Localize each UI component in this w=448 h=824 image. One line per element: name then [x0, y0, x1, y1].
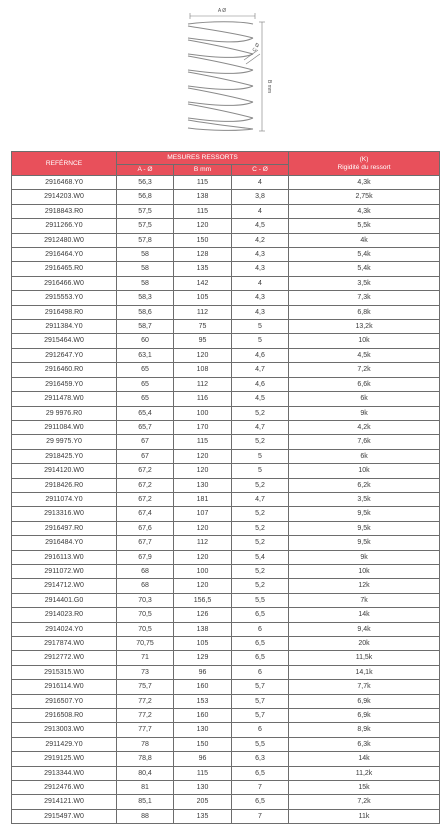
cell-b-length: 120 [174, 521, 232, 535]
cell-stiffness: 14k [289, 608, 440, 622]
table-row [12, 334, 440, 348]
table-row [12, 233, 440, 247]
cell-a-diameter: 67,7 [117, 536, 174, 550]
cell-stiffness: 3,5k [289, 276, 440, 290]
table-row [12, 406, 440, 420]
table-row [12, 464, 440, 478]
cell-c-wire: 6,3 [232, 752, 289, 766]
cell-c-wire: 4,5 [232, 392, 289, 406]
header-col-b: B mm [174, 165, 232, 176]
cell-reference: 2915464.W0 [12, 334, 117, 348]
cell-b-length: 105 [174, 637, 232, 651]
cell-b-length: 115 [174, 766, 232, 780]
cell-stiffness: 13,2k [289, 320, 440, 334]
cell-stiffness: 15k [289, 781, 440, 795]
cell-reference: 2916113.W0 [12, 550, 117, 564]
cell-b-length: 112 [174, 377, 232, 391]
spring-diagram [0, 0, 448, 148]
cell-stiffness: 9,5k [289, 536, 440, 550]
table-row [12, 262, 440, 276]
cell-reference: 2913316.W0 [12, 507, 117, 521]
cell-stiffness: 6,8k [289, 305, 440, 319]
cell-stiffness: 7,3k [289, 291, 440, 305]
cell-stiffness: 11k [289, 809, 440, 823]
cell-b-length: 160 [174, 680, 232, 694]
table-row [12, 248, 440, 262]
cell-reference: 2915497.W0 [12, 809, 117, 823]
cell-reference: 2911084.W0 [12, 420, 117, 434]
cell-b-length: 108 [174, 363, 232, 377]
cell-b-length: 205 [174, 795, 232, 809]
cell-a-diameter: 67,2 [117, 492, 174, 506]
cell-a-diameter: 65,4 [117, 406, 174, 420]
cell-b-length: 120 [174, 579, 232, 593]
cell-a-diameter: 65 [117, 363, 174, 377]
cell-b-length: 170 [174, 420, 232, 434]
cell-reference: 2913344.W0 [12, 766, 117, 780]
table-row [12, 723, 440, 737]
cell-stiffness: 10k [289, 564, 440, 578]
cell-c-wire: 5,7 [232, 709, 289, 723]
cell-reference: 29 9975.Y0 [12, 435, 117, 449]
cell-reference: 2918843.R0 [12, 204, 117, 218]
cell-stiffness: 7,2k [289, 363, 440, 377]
cell-c-wire: 7 [232, 809, 289, 823]
cell-reference: 2911478.W0 [12, 392, 117, 406]
table-row [12, 219, 440, 233]
cell-c-wire: 4,3 [232, 305, 289, 319]
cell-c-wire: 4,5 [232, 219, 289, 233]
cell-b-length: 126 [174, 608, 232, 622]
table-row [12, 536, 440, 550]
header-col-c: C - Ø [232, 165, 289, 176]
cell-a-diameter: 67,2 [117, 478, 174, 492]
cell-c-wire: 5,2 [232, 536, 289, 550]
cell-stiffness: 10k [289, 464, 440, 478]
cell-c-wire: 4,7 [232, 492, 289, 506]
header-mesures-ressorts: MESURES RESSORTS [117, 152, 289, 165]
cell-stiffness: 7k [289, 593, 440, 607]
table-row [12, 766, 440, 780]
cell-a-diameter: 68 [117, 564, 174, 578]
cell-c-wire: 4,3 [232, 291, 289, 305]
cell-stiffness: 14,1k [289, 665, 440, 679]
cell-c-wire: 6,5 [232, 608, 289, 622]
cell-a-diameter: 68 [117, 579, 174, 593]
cell-c-wire: 4,7 [232, 420, 289, 434]
cell-reference: 2911074.Y0 [12, 492, 117, 506]
cell-a-diameter: 58 [117, 248, 174, 262]
cell-b-length: 116 [174, 392, 232, 406]
cell-c-wire: 4 [232, 176, 289, 190]
cell-reference: 2911072.W0 [12, 564, 117, 578]
cell-b-length: 96 [174, 665, 232, 679]
cell-c-wire: 3,8 [232, 190, 289, 204]
cell-reference: 2916508.R0 [12, 709, 117, 723]
cell-b-length: 138 [174, 190, 232, 204]
cell-stiffness: 11,2k [289, 766, 440, 780]
cell-stiffness: 10k [289, 334, 440, 348]
cell-c-wire: 5,2 [232, 507, 289, 521]
cell-stiffness: 8,9k [289, 723, 440, 737]
cell-a-diameter: 57,5 [117, 219, 174, 233]
header-col-a: A - Ø [117, 165, 174, 176]
cell-stiffness: 6,3k [289, 737, 440, 751]
cell-b-length: 75 [174, 320, 232, 334]
cell-reference: 2912476.W0 [12, 781, 117, 795]
cell-b-length: 142 [174, 276, 232, 290]
cell-a-diameter: 77,7 [117, 723, 174, 737]
cell-a-diameter: 63,1 [117, 348, 174, 362]
header-k-label: Rigidité du ressort [337, 163, 391, 171]
cell-stiffness: 5,5k [289, 219, 440, 233]
cell-stiffness: 6,6k [289, 377, 440, 391]
table-row [12, 752, 440, 766]
cell-a-diameter: 77,2 [117, 709, 174, 723]
cell-b-length: 150 [174, 233, 232, 247]
table-row [12, 665, 440, 679]
cell-reference: 2914203.W0 [12, 190, 117, 204]
cell-a-diameter: 67,2 [117, 464, 174, 478]
cell-reference: 2914712.W0 [12, 579, 117, 593]
cell-c-wire: 6,5 [232, 637, 289, 651]
cell-reference: 2913003.W0 [12, 723, 117, 737]
table-row [12, 176, 440, 190]
table-row [12, 709, 440, 723]
cell-a-diameter: 57,5 [117, 204, 174, 218]
table-row [12, 507, 440, 521]
cell-b-length: 160 [174, 709, 232, 723]
cell-a-diameter: 70,5 [117, 622, 174, 636]
cell-b-length: 150 [174, 737, 232, 751]
table-row [12, 204, 440, 218]
cell-c-wire: 5,2 [232, 579, 289, 593]
cell-a-diameter: 88 [117, 809, 174, 823]
cell-stiffness: 14k [289, 752, 440, 766]
cell-stiffness: 6k [289, 392, 440, 406]
cell-b-length: 112 [174, 305, 232, 319]
cell-b-length: 100 [174, 564, 232, 578]
table-row [12, 809, 440, 823]
table-row [12, 492, 440, 506]
cell-b-length: 120 [174, 219, 232, 233]
cell-a-diameter: 70,5 [117, 608, 174, 622]
cell-stiffness: 2,75k [289, 190, 440, 204]
cell-a-diameter: 78,8 [117, 752, 174, 766]
table-row [12, 564, 440, 578]
table-row [12, 608, 440, 622]
table-row [12, 449, 440, 463]
table-row [12, 593, 440, 607]
cell-b-length: 107 [174, 507, 232, 521]
cell-b-length: 128 [174, 248, 232, 262]
table-row [12, 795, 440, 809]
cell-b-length: 105 [174, 291, 232, 305]
cell-c-wire: 6,5 [232, 795, 289, 809]
cell-reference: 2916498.R0 [12, 305, 117, 319]
cell-reference: 2912480.W0 [12, 233, 117, 247]
spring-drawing [0, 0, 448, 148]
table-row [12, 420, 440, 434]
cell-stiffness: 4,3k [289, 176, 440, 190]
cell-a-diameter: 73 [117, 665, 174, 679]
cell-stiffness: 20k [289, 637, 440, 651]
cell-b-length: 156,5 [174, 593, 232, 607]
cell-c-wire: 4,3 [232, 248, 289, 262]
cell-a-diameter: 56,3 [117, 176, 174, 190]
cell-stiffness: 9k [289, 550, 440, 564]
cell-c-wire: 5,2 [232, 406, 289, 420]
cell-reference: 2914121.W0 [12, 795, 117, 809]
cell-a-diameter: 77,2 [117, 694, 174, 708]
cell-b-length: 135 [174, 262, 232, 276]
cell-reference: 2916114.W0 [12, 680, 117, 694]
cell-reference: 2911266.Y0 [12, 219, 117, 233]
cell-a-diameter: 70,3 [117, 593, 174, 607]
cell-stiffness: 4,3k [289, 204, 440, 218]
cell-stiffness: 6,2k [289, 478, 440, 492]
cell-reference: 2918426.R0 [12, 478, 117, 492]
cell-a-diameter: 65,7 [117, 420, 174, 434]
spring-coils [188, 22, 253, 131]
cell-reference: 2914120.W0 [12, 464, 117, 478]
cell-a-diameter: 78 [117, 737, 174, 751]
cell-stiffness: 3,5k [289, 492, 440, 506]
cell-c-wire: 5 [232, 449, 289, 463]
cell-stiffness: 7,7k [289, 680, 440, 694]
header-reference: REFÉRNCE [12, 152, 117, 176]
cell-c-wire: 6 [232, 622, 289, 636]
cell-stiffness: 4,5k [289, 348, 440, 362]
cell-b-length: 130 [174, 723, 232, 737]
cell-b-length: 120 [174, 550, 232, 564]
cell-stiffness: 5,4k [289, 262, 440, 276]
cell-b-length: 115 [174, 435, 232, 449]
cell-c-wire: 6 [232, 665, 289, 679]
cell-b-length: 95 [174, 334, 232, 348]
cell-a-diameter: 57,8 [117, 233, 174, 247]
table-row [12, 363, 440, 377]
cell-stiffness: 4k [289, 233, 440, 247]
cell-reference: 2912772.W0 [12, 651, 117, 665]
cell-reference: 2916497.R0 [12, 521, 117, 535]
table-row [12, 276, 440, 290]
cell-stiffness: 7,6k [289, 435, 440, 449]
cell-c-wire: 5 [232, 464, 289, 478]
cell-b-length: 115 [174, 176, 232, 190]
cell-c-wire: 6,5 [232, 651, 289, 665]
cell-c-wire: 7 [232, 781, 289, 795]
cell-a-diameter: 65 [117, 377, 174, 391]
cell-stiffness: 9,5k [289, 507, 440, 521]
cell-a-diameter: 75,7 [117, 680, 174, 694]
table-row [12, 320, 440, 334]
table-row [12, 377, 440, 391]
table-row [12, 694, 440, 708]
cell-b-length: 130 [174, 478, 232, 492]
cell-a-diameter: 58,7 [117, 320, 174, 334]
header-stiffness [289, 152, 440, 176]
cell-c-wire: 5,7 [232, 680, 289, 694]
cell-reference: 29 9976.R0 [12, 406, 117, 420]
cell-stiffness: 6k [289, 449, 440, 463]
cell-stiffness: 11,5k [289, 651, 440, 665]
cell-b-length: 120 [174, 449, 232, 463]
table-row [12, 637, 440, 651]
table-row [12, 651, 440, 665]
table-row [12, 392, 440, 406]
cell-reference: 2916466.W0 [12, 276, 117, 290]
cell-stiffness: 5,4k [289, 248, 440, 262]
cell-b-length: 138 [174, 622, 232, 636]
cell-stiffness: 9,5k [289, 521, 440, 535]
cell-stiffness: 9k [289, 406, 440, 420]
cell-c-wire: 4,2 [232, 233, 289, 247]
cell-c-wire: 4,6 [232, 377, 289, 391]
cell-reference: 2917874.W0 [12, 637, 117, 651]
cell-a-diameter: 60 [117, 334, 174, 348]
cell-c-wire: 4 [232, 276, 289, 290]
table-row [12, 622, 440, 636]
cell-reference: 2916468.Y0 [12, 176, 117, 190]
cell-c-wire: 4,3 [232, 262, 289, 276]
spring-spec-table [11, 151, 440, 824]
cell-a-diameter: 81 [117, 781, 174, 795]
cell-c-wire: 5,2 [232, 478, 289, 492]
table-row [12, 550, 440, 564]
cell-b-length: 112 [174, 536, 232, 550]
cell-reference: 2912647.Y0 [12, 348, 117, 362]
cell-c-wire: 5,7 [232, 694, 289, 708]
table-body [12, 176, 440, 824]
cell-reference: 2914023.R0 [12, 608, 117, 622]
table-row [12, 781, 440, 795]
cell-a-diameter: 67,4 [117, 507, 174, 521]
table-row [12, 435, 440, 449]
dimension-a-label: A Ø [217, 8, 227, 14]
table-row [12, 190, 440, 204]
cell-a-diameter: 56,8 [117, 190, 174, 204]
cell-a-diameter: 71 [117, 651, 174, 665]
cell-reference: 2916465.R0 [12, 262, 117, 276]
cell-b-length: 100 [174, 406, 232, 420]
cell-a-diameter: 58 [117, 276, 174, 290]
cell-a-diameter: 67,9 [117, 550, 174, 564]
cell-b-length: 120 [174, 348, 232, 362]
cell-c-wire: 6,5 [232, 766, 289, 780]
dimension-c-label: C Ø [251, 42, 262, 53]
cell-stiffness: 7,2k [289, 795, 440, 809]
table-row [12, 305, 440, 319]
header-k-symbol: (K) [359, 155, 369, 163]
table-row [12, 348, 440, 362]
cell-reference: 2919125.W0 [12, 752, 117, 766]
cell-a-diameter: 67,6 [117, 521, 174, 535]
cell-b-length: 130 [174, 781, 232, 795]
cell-reference: 2916484.Y0 [12, 536, 117, 550]
cell-reference: 2918425.Y0 [12, 449, 117, 463]
table-row [12, 680, 440, 694]
cell-reference: 2916507.Y0 [12, 694, 117, 708]
table-row [12, 737, 440, 751]
table-row [12, 579, 440, 593]
cell-reference: 2911384.Y0 [12, 320, 117, 334]
cell-a-diameter: 58,3 [117, 291, 174, 305]
table-row [12, 478, 440, 492]
cell-b-length: 129 [174, 651, 232, 665]
cell-b-length: 181 [174, 492, 232, 506]
cell-b-length: 115 [174, 204, 232, 218]
cell-a-diameter: 58,6 [117, 305, 174, 319]
cell-stiffness: 6,9k [289, 694, 440, 708]
cell-b-length: 96 [174, 752, 232, 766]
cell-reference: 2911429.Y0 [12, 737, 117, 751]
cell-a-diameter: 67 [117, 449, 174, 463]
dimension-b-label: B mm [266, 80, 272, 94]
cell-c-wire: 4 [232, 204, 289, 218]
cell-a-diameter: 58 [117, 262, 174, 276]
cell-c-wire: 5 [232, 334, 289, 348]
cell-a-diameter: 80,4 [117, 766, 174, 780]
cell-reference: 2916464.Y0 [12, 248, 117, 262]
cell-a-diameter: 70,75 [117, 637, 174, 651]
cell-stiffness: 6,9k [289, 709, 440, 723]
cell-reference: 2914024.Y0 [12, 622, 117, 636]
cell-b-length: 153 [174, 694, 232, 708]
cell-stiffness: 4,2k [289, 420, 440, 434]
cell-reference: 2915315.W0 [12, 665, 117, 679]
cell-reference: 2915553.Y0 [12, 291, 117, 305]
cell-c-wire: 5 [232, 320, 289, 334]
cell-a-diameter: 65 [117, 392, 174, 406]
cell-c-wire: 5,2 [232, 564, 289, 578]
cell-stiffness: 12k [289, 579, 440, 593]
cell-c-wire: 4,6 [232, 348, 289, 362]
cell-a-diameter: 67 [117, 435, 174, 449]
cell-c-wire: 5,2 [232, 435, 289, 449]
cell-b-length: 120 [174, 464, 232, 478]
cell-reference: 2916460.R0 [12, 363, 117, 377]
cell-c-wire: 6 [232, 723, 289, 737]
cell-stiffness: 9,4k [289, 622, 440, 636]
cell-reference: 2914401.G0 [12, 593, 117, 607]
cell-c-wire: 4,7 [232, 363, 289, 377]
table-row [12, 291, 440, 305]
cell-c-wire: 5,5 [232, 593, 289, 607]
cell-c-wire: 5,5 [232, 737, 289, 751]
cell-b-length: 135 [174, 809, 232, 823]
cell-c-wire: 5,4 [232, 550, 289, 564]
cell-reference: 2916459.Y0 [12, 377, 117, 391]
cell-a-diameter: 85,1 [117, 795, 174, 809]
table-row [12, 521, 440, 535]
cell-c-wire: 5,2 [232, 521, 289, 535]
